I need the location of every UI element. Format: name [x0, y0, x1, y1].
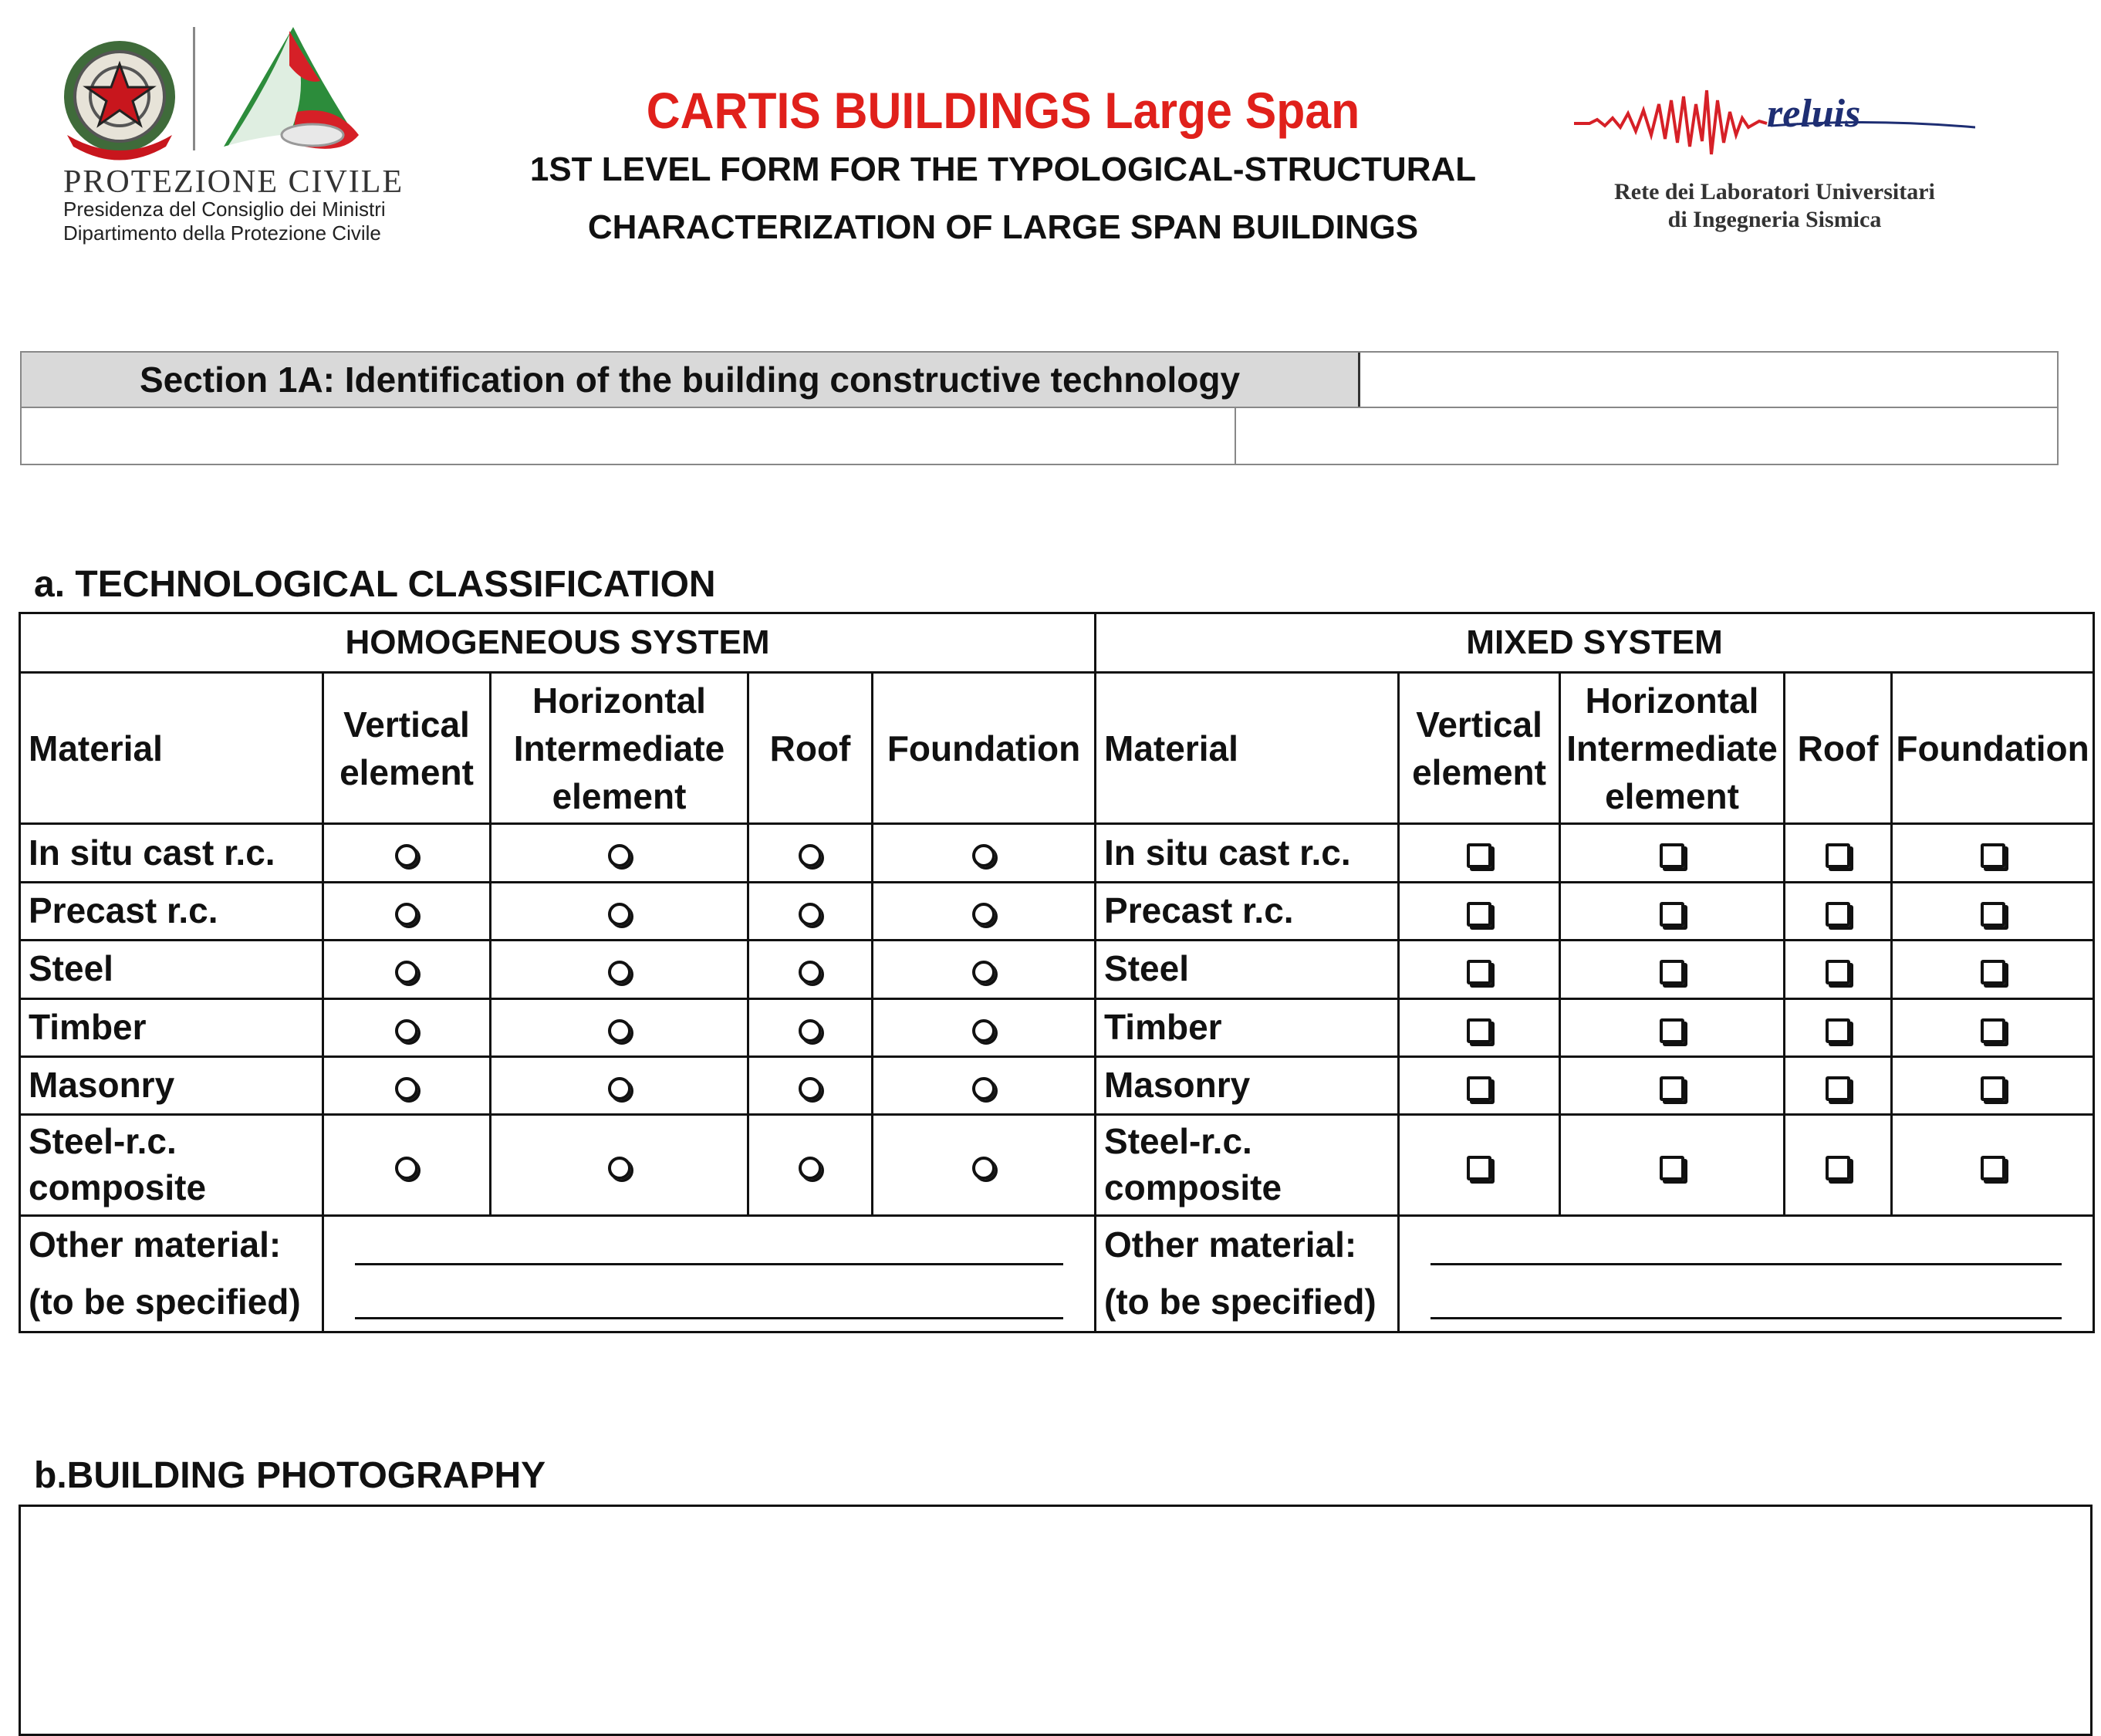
- homogeneous-horizontal-header: [491, 673, 748, 824]
- section-1a-field-right[interactable]: [1238, 410, 2057, 462]
- homogeneous-foundation-header: Foundation: [873, 673, 1096, 824]
- reluis-wordmark: reluis: [1767, 92, 1861, 136]
- radio-button[interactable]: [608, 844, 631, 867]
- homogeneous-material-label: [20, 1115, 323, 1216]
- mixed-system-header: MIXED SYSTEM: [1096, 613, 2094, 673]
- specify-line: [355, 1317, 1063, 1319]
- checkbox[interactable]: [1467, 902, 1491, 927]
- mixed-material-label: Timber: [1096, 998, 1399, 1056]
- checkbox[interactable]: [1660, 960, 1684, 985]
- homogeneous-material-label: Masonry: [20, 1056, 323, 1114]
- checkbox[interactable]: [1660, 1076, 1684, 1101]
- mixed-vertical-header-line-2: element: [1412, 751, 1546, 792]
- other-material-hint: (to be specified): [29, 1281, 301, 1322]
- other-material-label: Other material:: [29, 1224, 282, 1265]
- radio-button[interactable]: [972, 1157, 995, 1180]
- form-subtitle-line-2: CHARACTERIZATION OF LARGE SPAN BUILDINGS: [587, 208, 1419, 246]
- checkbox[interactable]: [1981, 960, 2005, 985]
- homogeneous-vertical-header-line-1: Vertical: [343, 704, 470, 745]
- radio-button[interactable]: [799, 1019, 822, 1042]
- section-1a-field-left[interactable]: [23, 410, 1233, 462]
- radio-button[interactable]: [799, 903, 822, 926]
- homogeneous-horizontal-header-line-1: Horizontal: [532, 680, 706, 721]
- checkbox[interactable]: [1826, 960, 1850, 985]
- radio-button[interactable]: [395, 1019, 418, 1042]
- table-row: [20, 1215, 2094, 1332]
- checkbox[interactable]: [1660, 1018, 1684, 1043]
- homogeneous-material-label: Timber: [20, 998, 323, 1056]
- table-row: [20, 941, 2094, 998]
- checkbox[interactable]: [1467, 843, 1491, 868]
- homogeneous-vertical-header-line-2: element: [339, 751, 474, 792]
- checkbox[interactable]: [1981, 1156, 2005, 1180]
- form-subtitle-line-1: 1ST LEVEL FORM FOR THE TYPOLOGICAL-STRUCTURAL: [529, 150, 1477, 188]
- mixed-material-label: Precast r.c.: [1096, 882, 1399, 940]
- radio-button[interactable]: [972, 1077, 995, 1100]
- section-1a-column-divider: [1235, 408, 1236, 464]
- table-row: [20, 998, 2094, 1056]
- radio-button[interactable]: [608, 1019, 631, 1042]
- checkbox[interactable]: [1467, 1018, 1491, 1043]
- specify-line: [355, 1263, 1063, 1265]
- material-label-line-1: Steel-r.c.: [1104, 1121, 1252, 1162]
- checkbox[interactable]: [1981, 1076, 2005, 1101]
- checkbox[interactable]: [1467, 1156, 1491, 1180]
- radio-button[interactable]: [608, 1157, 631, 1180]
- homogeneous-material-header: Material: [20, 673, 323, 824]
- radio-button[interactable]: [395, 903, 418, 926]
- material-label-line-2: composite: [1104, 1167, 1282, 1208]
- homogeneous-material-label: Steel: [20, 941, 323, 998]
- homogeneous-other-material-label: [20, 1215, 323, 1332]
- radio-button[interactable]: [799, 961, 822, 984]
- radio-button[interactable]: [972, 961, 995, 984]
- checkbox[interactable]: [1467, 960, 1491, 985]
- homogeneous-roof-header: Roof: [748, 673, 873, 824]
- checkbox[interactable]: [1660, 1156, 1684, 1180]
- checkbox[interactable]: [1826, 1156, 1850, 1180]
- mixed-material-label: In situ cast r.c.: [1096, 824, 1399, 882]
- building-photo-area[interactable]: [19, 1505, 2093, 1736]
- mixed-material-label: [1096, 1115, 1399, 1216]
- table-row: [20, 882, 2094, 940]
- table-row: [20, 1115, 2094, 1216]
- homogeneous-other-material-field[interactable]: [323, 1215, 1096, 1332]
- specify-line: [1431, 1317, 2062, 1319]
- mixed-other-material-label: [1096, 1215, 1399, 1332]
- protezione-civile-subline-2: Dipartimento della Protezione Civile: [63, 221, 381, 245]
- mixed-vertical-header: [1399, 673, 1560, 824]
- homogeneous-horizontal-header-line-3: element: [552, 775, 687, 816]
- radio-button[interactable]: [972, 844, 995, 867]
- radio-button[interactable]: [395, 1077, 418, 1100]
- mixed-vertical-header-line-1: Vertical: [1416, 704, 1542, 745]
- checkbox[interactable]: [1826, 1076, 1850, 1101]
- protezione-civile-name: PROTEZIONE CIVILE: [63, 164, 404, 200]
- homogeneous-horizontal-header-line-2: Intermediate: [513, 728, 725, 768]
- specify-line: [1431, 1263, 2062, 1265]
- radio-button[interactable]: [395, 1157, 418, 1180]
- section-1a-id-field[interactable]: [1362, 354, 2056, 405]
- material-label-line-1: Steel-r.c.: [29, 1121, 177, 1162]
- form-title: CARTIS BUILDINGS Large Span: [646, 82, 1360, 139]
- checkbox[interactable]: [1981, 843, 2005, 868]
- radio-button[interactable]: [395, 844, 418, 867]
- table-row: [20, 824, 2094, 882]
- radio-button[interactable]: [608, 961, 631, 984]
- homogeneous-material-label: Precast r.c.: [20, 882, 323, 940]
- radio-button[interactable]: [799, 1157, 822, 1180]
- section-1a-divider: [22, 407, 2057, 408]
- radio-button[interactable]: [972, 1019, 995, 1042]
- checkbox[interactable]: [1467, 1076, 1491, 1101]
- radio-button[interactable]: [395, 961, 418, 984]
- protezione-civile-subline-1: Presidenza del Consiglio dei Ministri: [63, 198, 386, 221]
- mixed-material-label: Steel: [1096, 941, 1399, 998]
- technological-classification-heading: a. TECHNOLOGICAL CLASSIFICATION: [34, 564, 716, 605]
- radio-button[interactable]: [799, 1077, 822, 1100]
- checkbox[interactable]: [1826, 1018, 1850, 1043]
- mixed-horizontal-header-line-2: Intermediate: [1566, 728, 1778, 768]
- mixed-other-material-field[interactable]: [1399, 1215, 2094, 1332]
- technological-classification-table: [19, 612, 2095, 1333]
- mixed-material-label: Masonry: [1096, 1056, 1399, 1114]
- checkbox[interactable]: [1660, 902, 1684, 927]
- mixed-material-header: Material: [1096, 673, 1399, 824]
- other-material-label: Other material:: [1104, 1224, 1357, 1265]
- material-label-line-2: composite: [29, 1167, 207, 1208]
- checkbox[interactable]: [1981, 902, 2005, 927]
- radio-button[interactable]: [799, 844, 822, 867]
- checkbox[interactable]: [1660, 843, 1684, 868]
- checkbox[interactable]: [1981, 1018, 2005, 1043]
- homogeneous-material-label: In situ cast r.c.: [20, 824, 323, 882]
- mixed-foundation-header: Foundation: [1892, 673, 2094, 824]
- section-1a-title: Section 1A: Identification of the building constructive technology: [22, 353, 1360, 407]
- homogeneous-vertical-header: [323, 673, 491, 824]
- homogeneous-system-header: HOMOGENEOUS SYSTEM: [20, 613, 1096, 673]
- mixed-horizontal-header-line-1: Horizontal: [1585, 680, 1759, 721]
- mixed-horizontal-header-line-3: element: [1605, 775, 1739, 816]
- reluis-subline-1: Rete dei Laboratori Universitari: [1614, 179, 1935, 204]
- mixed-roof-header: Roof: [1785, 673, 1892, 824]
- radio-button[interactable]: [608, 903, 631, 926]
- mixed-horizontal-header: [1560, 673, 1785, 824]
- radio-button[interactable]: [608, 1077, 631, 1100]
- table-row: [20, 1056, 2094, 1114]
- building-photography-heading: b.BUILDING PHOTOGRAPHY: [34, 1455, 546, 1496]
- reluis-subline-2: di Ingegneria Sismica: [1667, 207, 1882, 232]
- checkbox[interactable]: [1826, 902, 1850, 927]
- checkbox[interactable]: [1826, 843, 1850, 868]
- radio-button[interactable]: [972, 903, 995, 926]
- other-material-hint: (to be specified): [1104, 1281, 1376, 1322]
